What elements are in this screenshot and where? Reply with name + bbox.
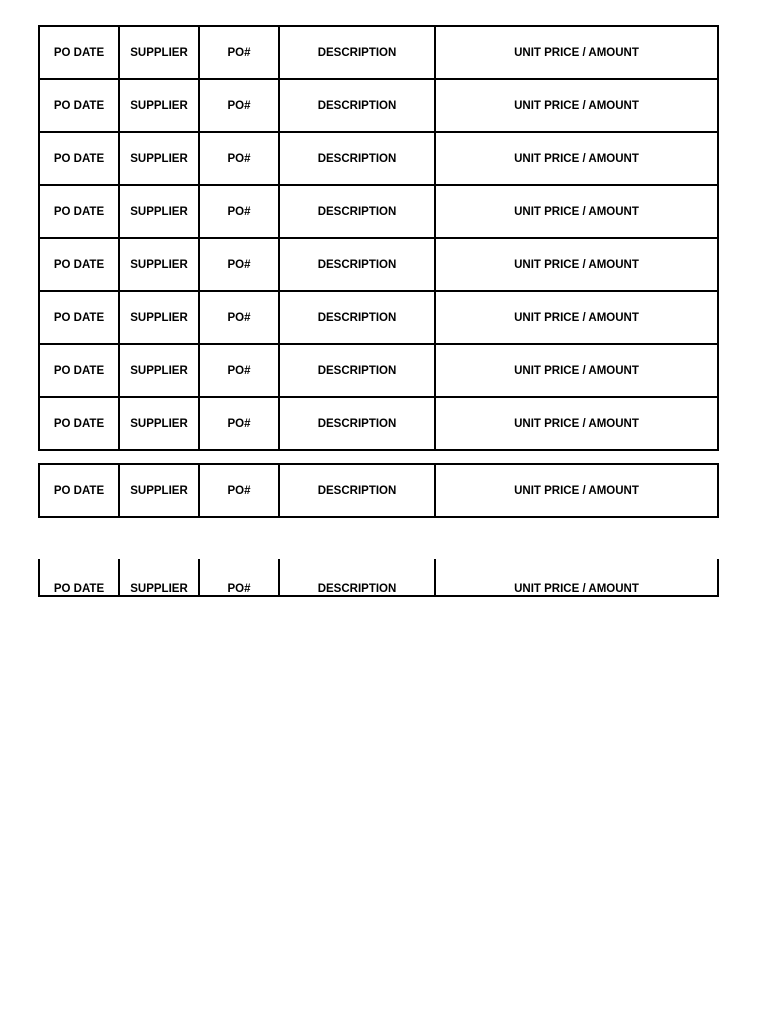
table-row bbox=[39, 79, 718, 132]
po-number-cell: PO# bbox=[199, 79, 279, 132]
po-date-cell: PO DATE bbox=[39, 559, 119, 596]
po-number-cell: PO# bbox=[199, 291, 279, 344]
po-log-table-body bbox=[39, 26, 718, 450]
table-row bbox=[39, 26, 718, 79]
unit-price-amount-cell: UNIT PRICE / AMOUNT bbox=[435, 464, 718, 517]
po-number-cell: PO# bbox=[199, 132, 279, 185]
supplier-cell: SUPPLIER bbox=[119, 132, 199, 185]
po-date-cell: PO DATE bbox=[39, 397, 119, 450]
table-row bbox=[39, 291, 718, 344]
po-number-cell: PO# bbox=[199, 185, 279, 238]
supplier-cell: SUPPLIER bbox=[119, 26, 199, 79]
description-cell: DESCRIPTION bbox=[279, 344, 435, 397]
po-log-table bbox=[38, 25, 719, 451]
po-date-cell: PO DATE bbox=[39, 238, 119, 291]
po-number-cell: PO# bbox=[199, 26, 279, 79]
unit-price-amount-cell: UNIT PRICE / AMOUNT bbox=[435, 397, 718, 450]
supplier-cell: SUPPLIER bbox=[119, 238, 199, 291]
clipped-row-bottom bbox=[38, 569, 717, 597]
po-date-cell: PO DATE bbox=[39, 79, 119, 132]
description-cell: DESCRIPTION bbox=[279, 559, 435, 596]
table-row bbox=[39, 464, 718, 517]
po-number-cell: PO# bbox=[199, 238, 279, 291]
table-row bbox=[39, 559, 718, 596]
po-date-cell: PO DATE bbox=[39, 291, 119, 344]
table-row bbox=[39, 132, 718, 185]
unit-price-amount-cell: UNIT PRICE / AMOUNT bbox=[435, 291, 718, 344]
supplier-cell: SUPPLIER bbox=[119, 397, 199, 450]
description-cell: DESCRIPTION bbox=[279, 79, 435, 132]
clipped-row-top bbox=[38, 463, 717, 497]
supplier-cell: SUPPLIER bbox=[119, 559, 199, 596]
po-log-sheet bbox=[38, 25, 717, 451]
supplier-cell: SUPPLIER bbox=[119, 185, 199, 238]
table-row bbox=[39, 397, 718, 450]
po-number-cell: PO# bbox=[199, 464, 279, 517]
description-cell: DESCRIPTION bbox=[279, 185, 435, 238]
po-date-cell: PO DATE bbox=[39, 26, 119, 79]
po-number-cell: PO# bbox=[199, 397, 279, 450]
unit-price-amount-cell: UNIT PRICE / AMOUNT bbox=[435, 185, 718, 238]
table-row bbox=[39, 238, 718, 291]
supplier-cell: SUPPLIER bbox=[119, 79, 199, 132]
description-cell: DESCRIPTION bbox=[279, 397, 435, 450]
unit-price-amount-cell: UNIT PRICE / AMOUNT bbox=[435, 26, 718, 79]
description-cell: DESCRIPTION bbox=[279, 132, 435, 185]
unit-price-amount-cell: UNIT PRICE / AMOUNT bbox=[435, 132, 718, 185]
po-number-cell: PO# bbox=[199, 559, 279, 596]
description-cell: DESCRIPTION bbox=[279, 464, 435, 517]
table-row bbox=[39, 344, 718, 397]
supplier-cell: SUPPLIER bbox=[119, 464, 199, 517]
po-date-cell: PO DATE bbox=[39, 344, 119, 397]
description-cell: DESCRIPTION bbox=[279, 238, 435, 291]
table-row bbox=[39, 185, 718, 238]
po-log-table-fragment bbox=[38, 559, 719, 597]
description-cell: DESCRIPTION bbox=[279, 291, 435, 344]
unit-price-amount-cell: UNIT PRICE / AMOUNT bbox=[435, 79, 718, 132]
unit-price-amount-cell: UNIT PRICE / AMOUNT bbox=[435, 344, 718, 397]
po-date-cell: PO DATE bbox=[39, 132, 119, 185]
po-date-cell: PO DATE bbox=[39, 185, 119, 238]
po-number-cell: PO# bbox=[199, 344, 279, 397]
po-date-cell: PO DATE bbox=[39, 464, 119, 517]
unit-price-amount-cell: UNIT PRICE / AMOUNT bbox=[435, 559, 718, 596]
po-log-table-fragment bbox=[38, 463, 719, 518]
description-cell: DESCRIPTION bbox=[279, 26, 435, 79]
supplier-cell: SUPPLIER bbox=[119, 291, 199, 344]
unit-price-amount-cell: UNIT PRICE / AMOUNT bbox=[435, 238, 718, 291]
supplier-cell: SUPPLIER bbox=[119, 344, 199, 397]
